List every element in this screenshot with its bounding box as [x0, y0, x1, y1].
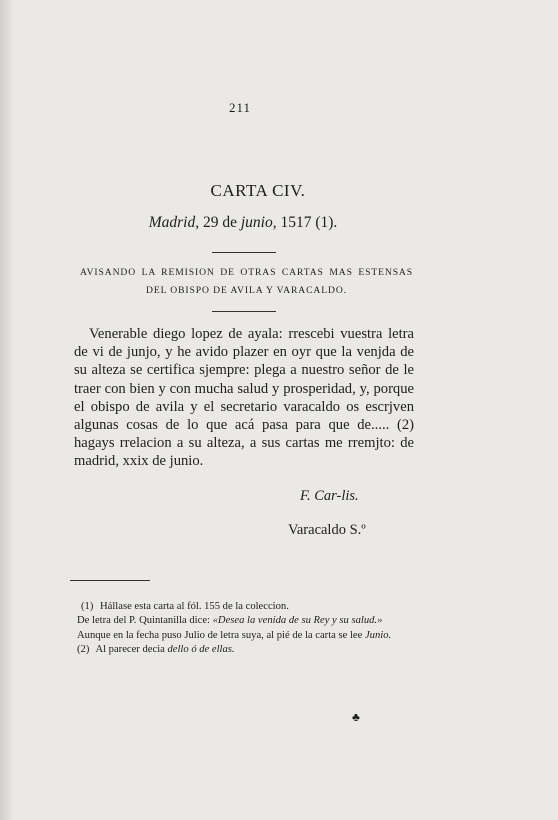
footnote-2-prefix: Al parecer decia — [95, 643, 168, 655]
footnote-1-text: Hállase esta carta al fól. 155 de la coleccion. — [100, 601, 289, 612]
footnote-1-continuation — [77, 614, 417, 628]
date-month: junio — [240, 214, 273, 231]
footnote-2-mark: (2) — [77, 643, 90, 655]
signature-king: F. Car-lis. — [300, 488, 359, 504]
date-line: Madrid, 29 de junio, 1517 (1). — [148, 214, 338, 231]
footnote-2 — [77, 643, 417, 657]
letter-body: Venerable diego lopez de ayala: rrescebi vuestra letra de vi de junjo, y he avido plazer en oyr que la venjda de su alteza se certifica sjempre: plega a nuestro señor de le traer con bien y con mucha salud y prosperidad, y, porque el obispo de avila y el secretario varacaldo os escrjven algunas cosas de lo que acá pasa para que de..... (2) hagays rrelacion a su alteza, a sus cartas me rremjto: de madrid, xxix de junio. — [74, 326, 414, 470]
footnote-rule — [70, 580, 150, 581]
date-day: 29 de — [202, 214, 237, 231]
divider-bottom — [212, 311, 276, 312]
footnote-1c-prefix: Aunque en la fecha puso Julio de letra suya, al pié de la carta se lee — [77, 629, 365, 641]
footnote-1 — [77, 600, 417, 614]
footnote-2-italic: dello ó de ellas. — [167, 643, 235, 655]
divider-top — [212, 252, 276, 253]
footnotes — [77, 600, 417, 657]
date-place: Madrid — [148, 214, 196, 231]
page-number: 211 — [228, 100, 252, 115]
date-year: 1517 — [280, 214, 312, 231]
footnote-1-mark: (1) — [81, 601, 94, 612]
footnote-1b-quote: «Desea la venida de su Rey y su salud.» — [212, 615, 383, 627]
signature-secretary: Varacaldo S.º — [288, 522, 366, 538]
letter-title: CARTA CIV. — [210, 181, 306, 200]
footnote-1-note — [77, 629, 417, 643]
printer-mark: ♣ — [352, 710, 360, 724]
footnote-1b-prefix: De letra del P. Quintanilla dice: — [77, 615, 213, 627]
letter-summary: AVISANDO LA REMISION DE OTRAS CARTAS MAS ESTENSAS DEL OBISPO DE AVILA Y VARACALDO. — [80, 267, 413, 296]
date-note-ref: (1). — [315, 214, 338, 231]
footnote-1c-italic: Junio. — [364, 629, 392, 641]
